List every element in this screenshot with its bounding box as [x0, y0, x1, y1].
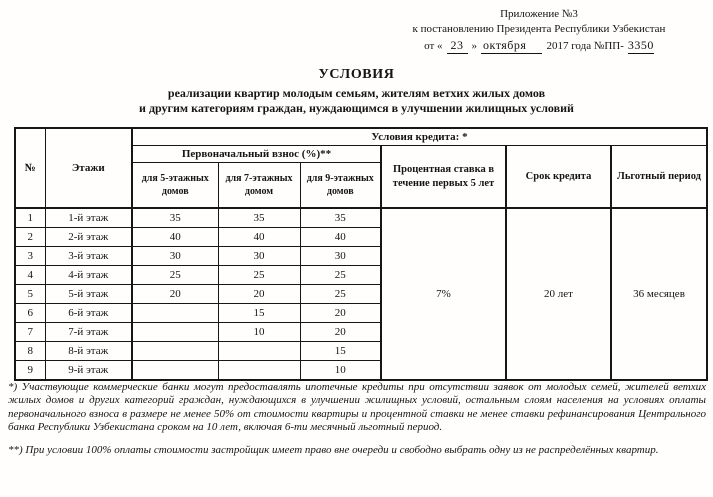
floor-label: 1-й этаж — [45, 208, 132, 228]
payment-7fl — [218, 342, 300, 361]
payment-9fl: 20 — [300, 304, 381, 323]
floor-label: 4-й этаж — [45, 266, 132, 285]
date-line — [372, 38, 706, 54]
col-header-initial-payment: Первоначальный взнос (%)** — [132, 146, 381, 163]
col-header-term: Срок кредита — [506, 146, 611, 209]
floor-label: 7-й этаж — [45, 323, 132, 342]
payment-9fl: 25 — [300, 266, 381, 285]
col-header-5floor: для 5-этажных домов — [132, 163, 218, 209]
date-quote-close: » — [471, 40, 478, 52]
date-day: 23 — [447, 38, 468, 54]
row-num: 7 — [15, 323, 45, 342]
payment-5fl — [132, 323, 218, 342]
col-header-9floor: для 9-этажных домов — [300, 163, 381, 209]
page-title: УСЛОВИЯ — [318, 67, 395, 82]
col-header-num: № — [15, 128, 45, 208]
footnote-2: **) При условии 100% оплаты стоимости застройщик имеет право вне очереди и свободно выбрать одну из не распределённых квартир. — [8, 443, 659, 456]
col-header-grace: Льготный период — [611, 146, 707, 209]
table-row — [15, 208, 707, 228]
row-num: 9 — [15, 361, 45, 381]
payment-7fl: 25 — [218, 266, 300, 285]
merged-grace-cell: 36 месяцев — [611, 208, 707, 380]
floor-label: 3-й этаж — [45, 247, 132, 266]
col-header-7floor: для 7-этажных домом — [218, 163, 300, 209]
payment-5fl: 35 — [132, 208, 218, 228]
floor-label: 8-й этаж — [45, 342, 132, 361]
date-month: октября — [481, 38, 542, 54]
row-num: 8 — [15, 342, 45, 361]
payment-5fl — [132, 361, 218, 381]
floor-label: 5-й этаж — [45, 285, 132, 304]
decree-line: к постановлению Президента Республики Узбекистан — [412, 23, 666, 35]
payment-9fl: 40 — [300, 228, 381, 247]
merged-rate-cell: 7% — [381, 208, 506, 380]
subtitle-line-1: реализации квартир молодым семьям, жителям ветхих жилых домов — [167, 86, 546, 100]
merged-term-cell: 20 лет — [506, 208, 611, 380]
footnotes — [8, 381, 706, 457]
row-num: 2 — [15, 228, 45, 247]
payment-5fl: 40 — [132, 228, 218, 247]
row-num: 5 — [15, 285, 45, 304]
payment-5fl — [132, 304, 218, 323]
row-num: 3 — [15, 247, 45, 266]
payment-7fl: 40 — [218, 228, 300, 247]
floor-label: 6-й этаж — [45, 304, 132, 323]
payment-7fl: 35 — [218, 208, 300, 228]
footnote-1: *) Участвующие коммерческие банки могут предоставлять ипотечные кредиты при отсутствии заявок от молодых семей, жителей ветхих жилых домов и других категорий граждан, нуждающихся в улучшении жилищных условий, остальным слоям населения на условиях оплаты первоначального взноса в размере не менее 50% от стоимости квартиры и процентной ставки не менее ставки рефинансирования Центрального банка Республики Узбекистана сроком на 10 лет, включая 6-ти месячный льготный период. — [8, 381, 706, 434]
title-block — [0, 67, 713, 116]
payment-7fl: 20 — [218, 285, 300, 304]
floor-label: 9-й этаж — [45, 361, 132, 381]
payment-9fl: 10 — [300, 361, 381, 381]
payment-7fl: 30 — [218, 247, 300, 266]
col-header-floors: Этажи — [45, 128, 132, 208]
payment-5fl: 25 — [132, 266, 218, 285]
col-header-credit-conditions: Условия кредита: * — [132, 128, 707, 146]
appendix-label: Приложение №3 — [500, 8, 578, 20]
subtitle-line-2: и другим категориям граждан, нуждающимся в улучшении жилищных условий — [139, 101, 574, 115]
floor-label: 2-й этаж — [45, 228, 132, 247]
date-year-and-prefix: 2017 года №ПП- — [546, 40, 624, 52]
date-prefix: от « — [424, 40, 443, 52]
payment-9fl: 20 — [300, 323, 381, 342]
payment-7fl: 10 — [218, 323, 300, 342]
col-header-rate: Процентная ставка в течение первых 5 лет — [381, 146, 506, 209]
payment-9fl: 30 — [300, 247, 381, 266]
row-num: 1 — [15, 208, 45, 228]
payment-5fl: 30 — [132, 247, 218, 266]
conditions-table — [14, 127, 708, 381]
payment-5fl: 20 — [132, 285, 218, 304]
payment-7fl — [218, 361, 300, 381]
row-num: 6 — [15, 304, 45, 323]
payment-5fl — [132, 342, 218, 361]
payment-7fl: 15 — [218, 304, 300, 323]
payment-9fl: 35 — [300, 208, 381, 228]
appendix-header — [372, 7, 706, 54]
decree-number: 3350 — [627, 38, 654, 52]
row-num: 4 — [15, 266, 45, 285]
payment-9fl: 25 — [300, 285, 381, 304]
payment-9fl: 15 — [300, 342, 381, 361]
